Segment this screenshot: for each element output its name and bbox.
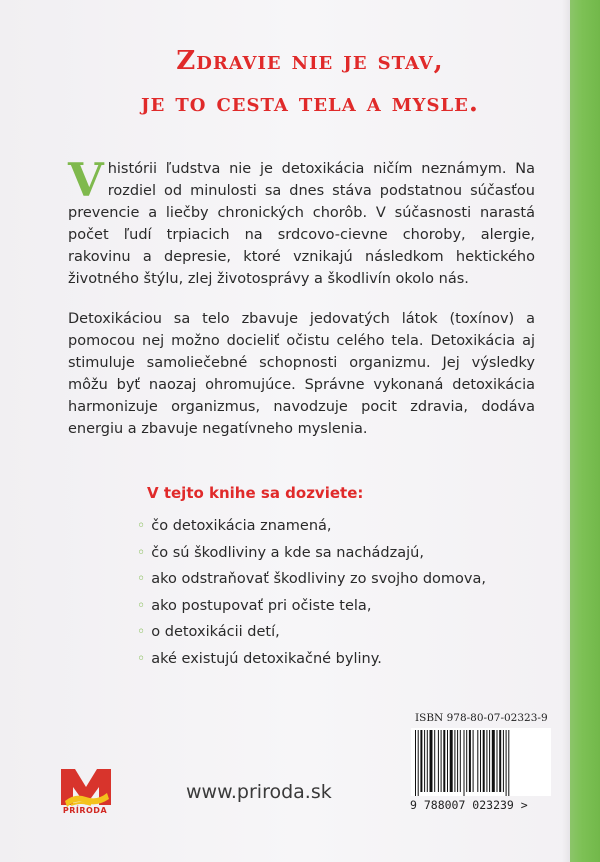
spine-shadow: [562, 0, 570, 862]
barcode-icon: [411, 728, 551, 796]
list-item: [137, 543, 537, 570]
intro-paragraph: [68, 153, 535, 290]
list-item-text: o detoxikácii detí,: [151, 624, 280, 641]
barcode-number: 9 788007 023239 >: [410, 798, 528, 812]
list-item-text: čo sú škodliviny a kde sa nachádzajú,: [151, 544, 424, 561]
bullet-icon: ◦: [137, 624, 146, 641]
list-item-text: čo detoxikácia znamená,: [151, 518, 332, 534]
bullet-icon: ◦: [137, 571, 146, 588]
headline-line-1: Zdravie nie je stav,: [176, 46, 444, 76]
isbn-label: ISBN 978-80-07-02323-9: [415, 712, 548, 724]
barcode: [411, 728, 551, 796]
list-item-text: ako postupovať pri očiste tela,: [151, 597, 372, 614]
drop-cap-letter: V: [68, 153, 104, 207]
list-item: [137, 596, 537, 623]
detox-paragraph: Detoxikáciou sa telo zbavuje jedovatých látok (toxínov) a pomocou nej možno docieliť očistu celého tela. Detoxikácia aj stimuluje samoliečebné schopnosti organizmu. Jej výsledky môžu byť naozaj ohromujúce. Správne vykonaná detoxikácia harmonizuje organizmus, navodzuje pocit zdravia, dodáva energiu a zbavuje negatívneho myslenia.: [68, 311, 535, 437]
headline: [60, 40, 560, 124]
headline-line-2: je to cesta tela a mysle.: [141, 88, 479, 118]
green-spine-strip: [570, 0, 600, 862]
bullet-icon: ◦: [137, 597, 146, 614]
learn-title: V tejto knihe sa dozviete:: [147, 484, 364, 502]
list-item-text: aké existujú detoxikačné byliny.: [151, 650, 382, 667]
learn-list: [137, 516, 537, 676]
list-item: [137, 622, 537, 649]
list-item: [137, 649, 537, 676]
bullet-icon: ◦: [137, 650, 146, 667]
list-item-text: ako odstraňovať škodliviny zo svojho domova,: [151, 571, 486, 588]
website-link[interactable]: www.priroda.sk: [186, 781, 332, 803]
bullet-icon: ◦: [137, 518, 146, 534]
intro-paragraph-text: histórii ľudstva nie je detoxikácia ničím neznámym. Na rozdiel od minulosti sa dnes stáva podstatnou súčasťou prevencie a liečby chronických chorôb. V súčasnosti narastá počet ľudí trpiacich na srdcovo-cievne choroby, alergie, rakovinu a depresie, ktoré vznikajú následkom hektického životného štýlu, zlej životosprávy a škodlivín okolo nás.: [68, 161, 535, 287]
list-item: [137, 569, 537, 596]
list-item: [137, 516, 537, 543]
publisher-logo-text: PRÍRODA: [62, 806, 108, 815]
bullet-icon: ◦: [137, 544, 146, 561]
